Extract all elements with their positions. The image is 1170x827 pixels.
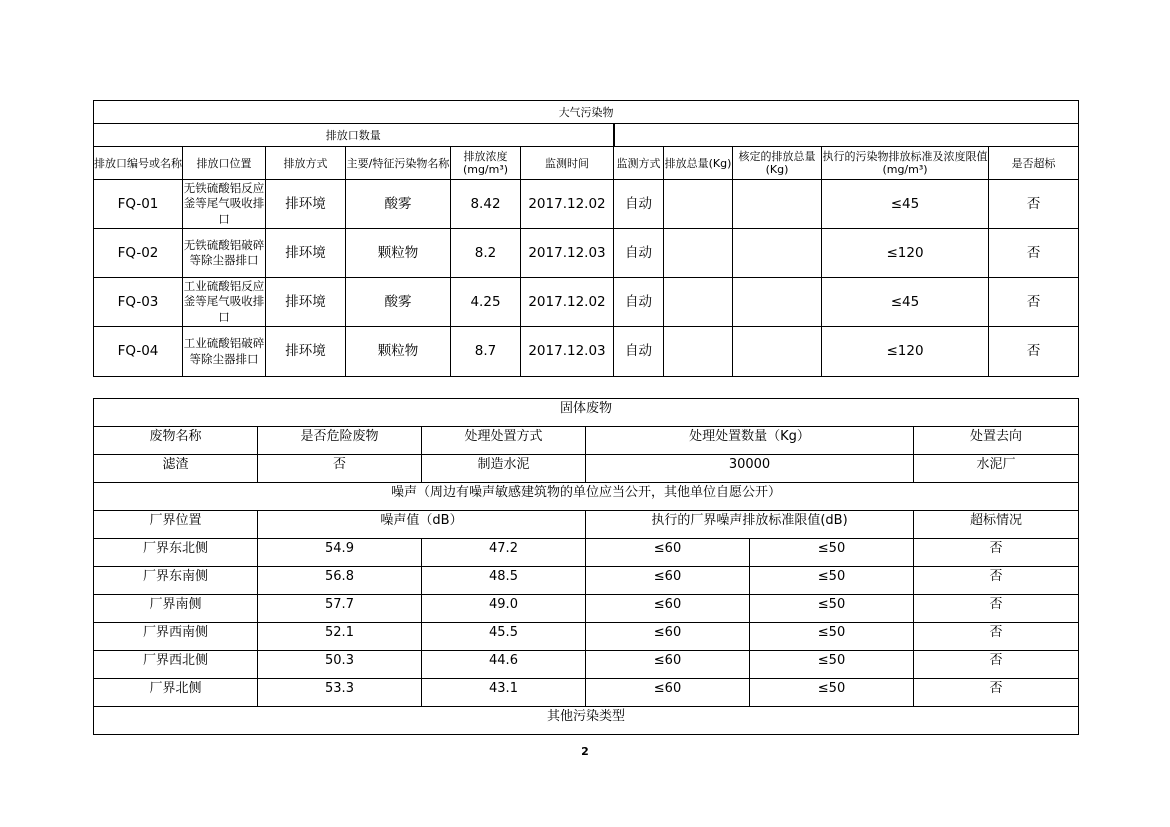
standard-limit: ≤45: [822, 180, 989, 229]
noise-exceed: 否: [914, 679, 1079, 707]
waste-destination: 水泥厂: [914, 455, 1079, 483]
monitor-method: 自动: [614, 229, 664, 278]
noise-exceed: 否: [914, 651, 1079, 679]
waste-quantity: 30000: [586, 455, 914, 483]
standard-limit: ≤120: [822, 229, 989, 278]
noise-day: 53.3: [258, 679, 422, 707]
emission-mode: 排环境: [266, 180, 346, 229]
exceed-flag: 否: [989, 327, 1079, 377]
exceed-flag: 否: [989, 278, 1079, 327]
noise-limit-day: ≤60: [586, 623, 750, 651]
air-header: 核定的排放总量(Kg): [733, 147, 822, 180]
emission-total: [664, 180, 733, 229]
concentration: 8.2: [451, 229, 521, 278]
waste-name: 滤渣: [94, 455, 258, 483]
outlet-location: 无铁硫酸铝破碎等除尘器排口: [183, 229, 266, 278]
outlet-location: 无铁硫酸铝反应釜等尾气吸收排口: [183, 180, 266, 229]
outlet-location: 工业硫酸铝破碎等除尘器排口: [183, 327, 266, 377]
noise-limit-day: ≤60: [586, 651, 750, 679]
monitor-method: 自动: [614, 180, 664, 229]
approved-total: [733, 229, 822, 278]
noise-day: 50.3: [258, 651, 422, 679]
standard-limit: ≤120: [822, 327, 989, 377]
exceed-flag: 否: [989, 180, 1079, 229]
noise-night: 45.5: [422, 623, 586, 651]
noise-position: 厂界东南侧: [94, 567, 258, 595]
pollutant-name: 酸雾: [346, 180, 451, 229]
air-header: 是否超标: [989, 147, 1079, 180]
noise-limit-night: ≤50: [750, 651, 914, 679]
table-row: [94, 595, 1079, 623]
noise-position: 厂界南侧: [94, 595, 258, 623]
emission-mode: 排环境: [266, 327, 346, 377]
noise-limit-night: ≤50: [750, 679, 914, 707]
table-row: [94, 180, 1079, 229]
concentration: 8.42: [451, 180, 521, 229]
air-header: 监测方式: [614, 147, 664, 180]
noise-position: 厂界西北侧: [94, 651, 258, 679]
solid-header: 废物名称: [94, 427, 258, 455]
noise-day: 57.7: [258, 595, 422, 623]
air-header: 排放总量(Kg): [664, 147, 733, 180]
air-section-title: 大气污染物: [94, 101, 1079, 124]
air-header: 监测时间: [521, 147, 614, 180]
noise-limit-night: ≤50: [750, 623, 914, 651]
noise-position: 厂界西南侧: [94, 623, 258, 651]
monitor-date: 2017.12.02: [521, 278, 614, 327]
noise-header: 超标情况: [914, 511, 1079, 539]
outlet-location: 工业硫酸铝反应釜等尾气吸收排口: [183, 278, 266, 327]
emission-mode: 排环境: [266, 229, 346, 278]
air-pollutant-table: [93, 100, 1079, 377]
outlet-id: FQ-01: [94, 180, 183, 229]
monitor-method: 自动: [614, 278, 664, 327]
concentration: 8.7: [451, 327, 521, 377]
emission-total: [664, 229, 733, 278]
air-header: 排放口位置: [183, 147, 266, 180]
monitor-date: 2017.12.03: [521, 327, 614, 377]
waste-method: 制造水泥: [422, 455, 586, 483]
pollutant-name: 酸雾: [346, 278, 451, 327]
emission-total: [664, 278, 733, 327]
noise-limit-night: ≤50: [750, 539, 914, 567]
table-row: [94, 623, 1079, 651]
air-header: 排放口编号或名称: [94, 147, 183, 180]
noise-night: 43.1: [422, 679, 586, 707]
noise-header: 噪声值（dB）: [258, 511, 586, 539]
solid-noise-table: [93, 398, 1079, 735]
noise-night: 47.2: [422, 539, 586, 567]
outlet-id: FQ-04: [94, 327, 183, 377]
air-header: 排放方式: [266, 147, 346, 180]
other-section-title: 其他污染类型: [94, 707, 1079, 735]
solid-header: 是否危险废物: [258, 427, 422, 455]
table-row: [94, 278, 1079, 327]
noise-header: 执行的厂界噪声排放标准限值(dB): [586, 511, 914, 539]
noise-position: 厂界北侧: [94, 679, 258, 707]
outlet-id: FQ-02: [94, 229, 183, 278]
table-row: [94, 539, 1079, 567]
approved-total: [733, 278, 822, 327]
noise-night: 48.5: [422, 567, 586, 595]
waste-hazardous: 否: [258, 455, 422, 483]
monitor-date: 2017.12.02: [521, 180, 614, 229]
noise-exceed: 否: [914, 567, 1079, 595]
noise-day: 54.9: [258, 539, 422, 567]
standard-limit: ≤45: [822, 278, 989, 327]
air-header: 排放浓度(mg/m³): [451, 147, 521, 180]
air-header: 执行的污染物排放标准及浓度限值(mg/m³): [822, 147, 989, 180]
noise-limit-night: ≤50: [750, 567, 914, 595]
outlet-count-value: [614, 124, 1079, 147]
noise-limit-day: ≤60: [586, 567, 750, 595]
solid-header: 处理处置方式: [422, 427, 586, 455]
outlet-count-label: 排放口数量: [94, 124, 614, 147]
approved-total: [733, 180, 822, 229]
table-row: [94, 567, 1079, 595]
table-row: [94, 679, 1079, 707]
solid-header: 处置去向: [914, 427, 1079, 455]
pollutant-name: 颗粒物: [346, 327, 451, 377]
noise-day: 52.1: [258, 623, 422, 651]
page-number: 2: [581, 745, 589, 758]
approved-total: [733, 327, 822, 377]
concentration: 4.25: [451, 278, 521, 327]
noise-limit-day: ≤60: [586, 539, 750, 567]
solid-header: 处理处置数量（Kg）: [586, 427, 914, 455]
emission-mode: 排环境: [266, 278, 346, 327]
noise-section-title: 噪声（周边有噪声敏感建筑物的单位应当公开，其他单位自愿公开）: [94, 483, 1079, 511]
air-header: 主要/特征污染物名称: [346, 147, 451, 180]
table-row: [94, 455, 1079, 483]
noise-limit-day: ≤60: [586, 679, 750, 707]
noise-exceed: 否: [914, 539, 1079, 567]
noise-night: 44.6: [422, 651, 586, 679]
table-row: [94, 651, 1079, 679]
noise-day: 56.8: [258, 567, 422, 595]
outlet-id: FQ-03: [94, 278, 183, 327]
noise-exceed: 否: [914, 595, 1079, 623]
noise-night: 49.0: [422, 595, 586, 623]
monitor-date: 2017.12.03: [521, 229, 614, 278]
noise-position: 厂界东北侧: [94, 539, 258, 567]
pollutant-name: 颗粒物: [346, 229, 451, 278]
monitor-method: 自动: [614, 327, 664, 377]
noise-header: 厂界位置: [94, 511, 258, 539]
noise-exceed: 否: [914, 623, 1079, 651]
noise-limit-day: ≤60: [586, 595, 750, 623]
table-row: [94, 229, 1079, 278]
solid-section-title: 固体废物: [94, 399, 1079, 427]
exceed-flag: 否: [989, 229, 1079, 278]
noise-limit-night: ≤50: [750, 595, 914, 623]
table-row: [94, 327, 1079, 377]
emission-total: [664, 327, 733, 377]
